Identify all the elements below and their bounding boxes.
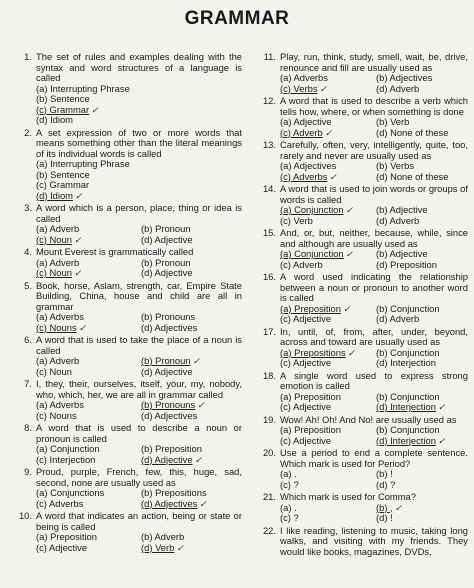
answer-option[interactable] xyxy=(376,73,468,84)
answer-option[interactable] xyxy=(141,455,242,466)
answer-option-label: (a) Adverbs xyxy=(36,312,84,322)
question-4 xyxy=(10,247,242,279)
question-number: 1. xyxy=(24,51,32,62)
question-7 xyxy=(10,379,242,421)
answer-option[interactable] xyxy=(280,84,372,95)
question-text: I like reading, listening to music, taking long walks, and visiting with my friends. They would like books, magazines, DVDs, xyxy=(280,524,468,557)
answer-option-label: (c) Adverb xyxy=(280,259,323,270)
question-text: And, or, but, neither, because, while, since and although are usually used as xyxy=(280,227,468,249)
answer-options xyxy=(36,400,242,421)
answer-option[interactable] xyxy=(36,455,137,466)
question-6 xyxy=(10,335,242,377)
question-number: 8. xyxy=(24,422,32,433)
answer-option[interactable] xyxy=(36,323,137,334)
check-mark-icon xyxy=(395,503,403,514)
check-mark-icon xyxy=(343,304,351,315)
check-mark-icon xyxy=(195,455,203,466)
answer-option-label: (a) Conjunction xyxy=(280,249,344,259)
answer-option-label: (d) Verb xyxy=(141,542,175,553)
answer-option[interactable] xyxy=(280,314,372,325)
answer-option[interactable] xyxy=(280,392,372,403)
question-5 xyxy=(10,281,242,334)
check-mark-icon xyxy=(74,268,82,279)
answer-option-label: (b) Sentence xyxy=(36,94,90,104)
answer-option[interactable] xyxy=(280,117,372,128)
answer-option[interactable] xyxy=(280,425,372,436)
answer-option[interactable] xyxy=(141,268,242,279)
question-text: Which mark is used for Comma? xyxy=(280,491,416,502)
answer-option[interactable] xyxy=(141,224,242,235)
answer-option[interactable] xyxy=(36,224,137,235)
answer-option[interactable] xyxy=(280,513,372,524)
question-number: 5. xyxy=(24,279,32,291)
left-column xyxy=(10,52,242,555)
check-mark-icon xyxy=(438,402,446,413)
answer-option[interactable] xyxy=(141,444,242,455)
answer-option[interactable] xyxy=(141,488,242,499)
answer-option-label: (c) Adjective xyxy=(280,435,332,446)
answer-option-label: (a) Adjective xyxy=(280,117,332,127)
answer-option[interactable] xyxy=(376,358,468,369)
answer-option[interactable] xyxy=(376,117,468,128)
answer-option-label: (a) Adverb xyxy=(36,356,80,366)
answer-options xyxy=(36,84,242,126)
check-mark-icon xyxy=(346,249,354,260)
answer-option[interactable] xyxy=(376,436,468,447)
answer-option-label: (b) ! xyxy=(376,469,393,479)
answer-option-label: (d) ! xyxy=(376,513,393,523)
answer-option-label: (c) Noun xyxy=(36,268,72,278)
answer-option[interactable] xyxy=(280,205,372,216)
question-19 xyxy=(254,415,468,447)
answer-option[interactable] xyxy=(36,367,137,378)
answer-option[interactable] xyxy=(280,128,372,139)
check-mark-icon xyxy=(348,348,356,359)
question-14 xyxy=(254,184,468,226)
answer-option-label: (a) . xyxy=(280,469,297,479)
answer-option-label: (b) Pronoun xyxy=(141,224,191,234)
answer-option[interactable] xyxy=(376,402,468,413)
answer-options xyxy=(36,159,242,201)
answer-option[interactable] xyxy=(376,205,468,216)
answer-option[interactable] xyxy=(36,105,242,116)
question-number: 3. xyxy=(24,202,32,213)
question-2 xyxy=(10,128,242,202)
answer-option-label: (c) Nouns xyxy=(36,410,77,421)
answer-options xyxy=(280,304,468,325)
answer-option[interactable] xyxy=(36,268,137,279)
check-mark-icon xyxy=(79,323,87,334)
answer-options xyxy=(280,161,468,182)
answer-options xyxy=(280,205,468,226)
question-text: A word that indicates an action, being or state or being is called xyxy=(36,510,242,532)
answer-option[interactable] xyxy=(376,425,468,436)
answer-option-label: (a) Interrupting Phrase xyxy=(36,159,130,169)
answer-option[interactable] xyxy=(376,128,468,139)
check-mark-icon xyxy=(329,172,337,183)
answer-option-label: (b) Conjunction xyxy=(376,391,440,402)
answer-option-label: (a) Conjunctions xyxy=(36,488,105,498)
question-text: The set of rules and examples dealing with the syntax and word structures of a language is called xyxy=(36,51,242,83)
answer-option-label: (c) ? xyxy=(280,513,299,523)
answer-option[interactable] xyxy=(280,402,372,413)
question-22 xyxy=(254,526,468,558)
question-number: 4. xyxy=(24,246,32,257)
answer-option-label: (b) Adjectives xyxy=(376,73,433,83)
question-text: Book, horse, Aslam, strength, car, Empire State Building, China, house and child are all in grammar xyxy=(36,279,242,312)
answer-option[interactable] xyxy=(280,480,372,491)
answer-option[interactable] xyxy=(280,216,372,227)
check-mark-icon xyxy=(193,356,201,367)
check-mark-icon xyxy=(325,128,333,139)
answer-option[interactable] xyxy=(376,348,468,359)
question-17 xyxy=(254,327,468,369)
question-text: Play, run, think, study, smell, wait, be, drive, renounce and fill are usually used as xyxy=(280,51,468,73)
question-number: 17. xyxy=(262,325,276,337)
answer-options xyxy=(36,258,242,279)
answer-option[interactable] xyxy=(376,503,468,514)
answer-option-label: (c) Adverbs xyxy=(36,498,84,509)
question-text: Mount Everest is grammatically called xyxy=(36,246,194,257)
question-number: 15. xyxy=(262,227,276,238)
answer-options xyxy=(280,117,468,138)
answer-option-label: (a) Adverbs xyxy=(36,400,84,410)
answer-option[interactable] xyxy=(36,84,242,95)
check-mark-icon xyxy=(75,191,83,202)
answer-option-label: (c) Adjective xyxy=(280,402,332,412)
page-title: GRAMMAR xyxy=(184,8,290,29)
question-10 xyxy=(10,511,242,553)
answer-option[interactable] xyxy=(36,170,242,181)
answer-option-label: (d) Interjection xyxy=(376,435,436,446)
answer-option-label: (b) Pronouns xyxy=(141,400,196,410)
answer-option-label: (d) Adjective xyxy=(141,454,193,465)
answer-option[interactable] xyxy=(376,392,468,403)
answer-option-label: (d) Preposition xyxy=(376,259,437,270)
question-number: 21. xyxy=(262,491,276,502)
check-mark-icon xyxy=(176,543,184,554)
answer-option-label: (c) Nouns xyxy=(36,322,77,333)
answer-options xyxy=(280,392,468,413)
question-text: A word that is used to take the place of a noun is called xyxy=(36,334,242,356)
answer-option-label: (a) Adjectives xyxy=(280,161,337,171)
answer-option-label: (a) Adverb xyxy=(36,224,80,234)
answer-option[interactable] xyxy=(280,304,372,315)
answer-options xyxy=(36,224,242,245)
question-text: A word that is used to describe a noun or pronoun is called xyxy=(36,422,242,444)
answer-option-label: (b) Pronoun xyxy=(141,257,191,268)
answer-option[interactable] xyxy=(280,161,372,172)
question-number: 20. xyxy=(262,447,276,458)
answer-option[interactable] xyxy=(36,532,137,543)
answer-option-label: (a) Interrupting Phrase xyxy=(36,83,130,94)
question-9 xyxy=(10,467,242,509)
question-text: Wow! Ah! Oh! And No! are usually used as xyxy=(280,413,457,425)
answer-option-label: (d) None of these xyxy=(376,171,449,182)
answer-option[interactable] xyxy=(280,348,372,359)
answer-option[interactable] xyxy=(36,356,137,367)
answer-option-label: (c) ? xyxy=(280,479,299,490)
check-mark-icon xyxy=(197,400,205,411)
answer-option-label: (d) Interjection xyxy=(376,402,436,412)
answer-option-label: (b) Prepositions xyxy=(141,488,207,498)
answer-option[interactable] xyxy=(141,411,242,422)
answer-option-label: (c) Adverbs xyxy=(280,171,328,182)
answer-options xyxy=(280,249,468,270)
check-mark-icon xyxy=(320,84,328,95)
check-mark-icon xyxy=(74,235,82,246)
question-number: 9. xyxy=(24,466,32,477)
answer-option[interactable] xyxy=(36,258,137,269)
answer-option-label: (b) Sentence xyxy=(36,169,90,180)
answer-option[interactable] xyxy=(36,411,137,422)
question-number: 14. xyxy=(262,183,276,194)
question-20 xyxy=(254,448,468,490)
answer-options xyxy=(36,312,242,333)
answer-option-label: (b) Preposition xyxy=(141,444,202,454)
answer-option-label: (b) Verbs xyxy=(376,161,415,171)
answer-option[interactable] xyxy=(280,73,372,84)
answer-option-label: (b) , xyxy=(376,502,393,513)
answer-option-label: (b) Adjective xyxy=(376,205,428,215)
answer-option-label: (a) Adverbs xyxy=(280,73,328,83)
answer-option-label: (a) Conjunction xyxy=(280,205,344,215)
question-text: A single word used to express strong emotion is called xyxy=(280,369,468,391)
answer-option[interactable] xyxy=(280,249,372,260)
answer-option-label: (d) Adverb xyxy=(376,215,420,226)
answer-option-label: (b) Conjunction xyxy=(376,425,440,435)
question-15 xyxy=(254,228,468,270)
answer-option-label: (d) None of these xyxy=(376,127,449,138)
check-mark-icon xyxy=(199,499,207,510)
question-21 xyxy=(254,492,468,524)
question-text: Proud, purple, French, few, this, huge, sad, second, none are usually used as xyxy=(36,466,242,488)
answer-option-label: (b) Adverb xyxy=(141,532,185,542)
answer-option[interactable] xyxy=(36,400,137,411)
question-11 xyxy=(254,52,468,94)
answer-option-label: (d) Adjectives xyxy=(141,322,198,333)
question-number: 7. xyxy=(24,378,32,389)
question-number: 16. xyxy=(262,271,276,282)
question-text: A set expression of two or more words that means something other than the literal meanings of its individual words is called xyxy=(36,126,242,159)
answer-option-label: (d) Adjective xyxy=(141,234,193,245)
answer-option[interactable] xyxy=(376,304,468,315)
answer-option-label: (b) Adjective xyxy=(376,249,428,259)
answer-option-label: (a) Preposition xyxy=(280,303,341,314)
answer-options xyxy=(280,425,468,446)
question-18 xyxy=(254,371,468,413)
answer-option-label: (d) Idiom xyxy=(36,115,73,125)
answer-option-label: (a) Adverb xyxy=(36,257,80,268)
answer-option[interactable] xyxy=(280,503,372,514)
answer-option-label: (a) Conjunction xyxy=(36,444,100,454)
answer-option[interactable] xyxy=(141,543,242,554)
answer-option-label: (c) Grammar xyxy=(36,180,90,190)
answer-option-label: (c) Adjective xyxy=(36,542,88,553)
answer-option[interactable] xyxy=(141,532,242,543)
question-text: Use a period to end a complete sentence. Which mark is used for Period? xyxy=(280,447,468,469)
answer-option[interactable] xyxy=(376,161,468,172)
answer-option[interactable] xyxy=(280,358,372,369)
answer-option-label: (d) Adjective xyxy=(141,366,193,377)
answer-option[interactable] xyxy=(376,469,468,480)
answer-option[interactable] xyxy=(141,367,242,378)
question-13 xyxy=(254,140,468,182)
answer-option[interactable] xyxy=(280,260,372,271)
question-number: 11. xyxy=(263,51,276,62)
answer-option-label: (b) Conjunction xyxy=(376,347,440,358)
answer-option-label: (d) Adverb xyxy=(376,314,420,324)
question-number: 19. xyxy=(262,413,276,425)
answer-option[interactable] xyxy=(141,258,242,269)
answer-options xyxy=(280,469,468,490)
answer-options xyxy=(280,503,468,524)
answer-option-label: (b) Pronoun xyxy=(141,356,191,366)
question-text: A word used indicating the relationship between a noun or pronoun to another word is called xyxy=(280,271,468,303)
question-number: 12. xyxy=(262,95,276,106)
answer-option[interactable] xyxy=(36,444,137,455)
answer-option-label: (b) Verb xyxy=(376,117,410,127)
answer-option[interactable] xyxy=(141,400,242,411)
answer-option-label: (c) Adjective xyxy=(280,314,332,324)
answer-option[interactable] xyxy=(376,84,468,95)
answer-option[interactable] xyxy=(36,94,242,105)
answer-option-label: (c) Verb xyxy=(280,215,313,226)
answer-option-label: (c) Verbs xyxy=(280,83,318,94)
answer-options xyxy=(36,356,242,377)
answer-options xyxy=(280,348,468,369)
question-number: 6. xyxy=(24,334,32,345)
question-16 xyxy=(254,272,468,325)
answer-option[interactable] xyxy=(36,235,137,246)
check-mark-icon xyxy=(438,436,446,447)
answer-option[interactable] xyxy=(280,469,372,480)
question-text: In, until, of, from, after, under, beyond, across and toward are usually used as xyxy=(280,325,468,347)
answer-option[interactable] xyxy=(141,235,242,246)
question-number: 2. xyxy=(24,126,32,138)
answer-option[interactable] xyxy=(36,159,242,170)
answer-option[interactable] xyxy=(36,543,137,554)
answer-option-label: (a) . xyxy=(280,502,297,513)
answer-option[interactable] xyxy=(280,172,372,183)
answer-option[interactable] xyxy=(376,260,468,271)
answer-option[interactable] xyxy=(141,323,242,334)
question-text: A word that is used to describe a verb which tells how, where, or when something is done xyxy=(280,95,468,117)
answer-option[interactable] xyxy=(376,216,468,227)
answer-option-label: (c) Grammar xyxy=(36,104,90,115)
answer-option[interactable] xyxy=(36,312,137,323)
answer-option[interactable] xyxy=(36,499,137,510)
answer-option[interactable] xyxy=(141,312,242,323)
question-text: Carefully, often, very, intelligently, quite, too, rarely and never are usually used as xyxy=(280,139,468,161)
answer-option-label: (b) Pronouns xyxy=(141,312,196,322)
answer-option[interactable] xyxy=(376,513,468,524)
answer-option-label: (c) Noun xyxy=(36,366,72,377)
check-mark-icon xyxy=(346,205,354,216)
question-text: A word that is used to join words or groups of words is called xyxy=(280,183,468,205)
answer-option[interactable] xyxy=(376,480,468,491)
answer-option-label: (d) Adjectives xyxy=(141,498,198,509)
question-text: A word which is a person, place, thing or idea is called xyxy=(36,202,242,224)
answer-option[interactable] xyxy=(36,115,242,126)
answer-option-label: (c) Adjective xyxy=(280,358,332,368)
right-column xyxy=(254,52,468,559)
answer-option-label: (a) Preposition xyxy=(36,532,97,542)
answer-options xyxy=(36,488,242,509)
answer-option-label: (d) Idiom xyxy=(36,190,73,201)
check-mark-icon xyxy=(91,105,99,116)
answer-option[interactable] xyxy=(376,314,468,325)
question-number: 18. xyxy=(262,369,276,381)
question-1 xyxy=(10,52,242,126)
question-number: 13. xyxy=(262,139,276,150)
answer-option-label: (d) Adjectives xyxy=(141,410,198,421)
answer-options xyxy=(36,532,242,553)
answer-option-label: (d) Adjective xyxy=(141,268,193,278)
answer-option-label: (d) Interjection xyxy=(376,358,436,368)
answer-option-label: (b) Conjunction xyxy=(376,303,440,314)
question-number: 10. xyxy=(18,510,32,521)
question-12 xyxy=(254,96,468,138)
question-text: I, they, their, ourselves, itself, your, my, nobody, who, which, her, we are all in grammar called xyxy=(36,378,242,400)
answer-option[interactable] xyxy=(141,356,242,367)
answer-option[interactable] xyxy=(36,488,137,499)
answer-option-label: (c) Interjection xyxy=(36,454,96,465)
answer-options xyxy=(280,73,468,94)
answer-option-label: (c) Adverb xyxy=(280,127,323,138)
answer-option[interactable] xyxy=(376,172,468,183)
answer-option[interactable] xyxy=(376,249,468,260)
answer-option-label: (c) Noun xyxy=(36,234,72,245)
answer-option-label: (a) Preposition xyxy=(280,425,341,435)
answer-option[interactable] xyxy=(36,180,242,191)
answer-option-label: (d) Adverb xyxy=(376,83,420,94)
question-8 xyxy=(10,423,242,465)
question-3 xyxy=(10,203,242,245)
answer-option[interactable] xyxy=(280,436,372,447)
answer-option-label: (a) Prepositions xyxy=(280,347,346,358)
answer-option[interactable] xyxy=(36,191,242,202)
answer-options xyxy=(36,444,242,465)
question-number: 22. xyxy=(262,524,276,536)
answer-option[interactable] xyxy=(141,499,242,510)
answer-option-label: (a) Preposition xyxy=(280,391,341,402)
answer-option-label: (d) ? xyxy=(376,479,396,490)
